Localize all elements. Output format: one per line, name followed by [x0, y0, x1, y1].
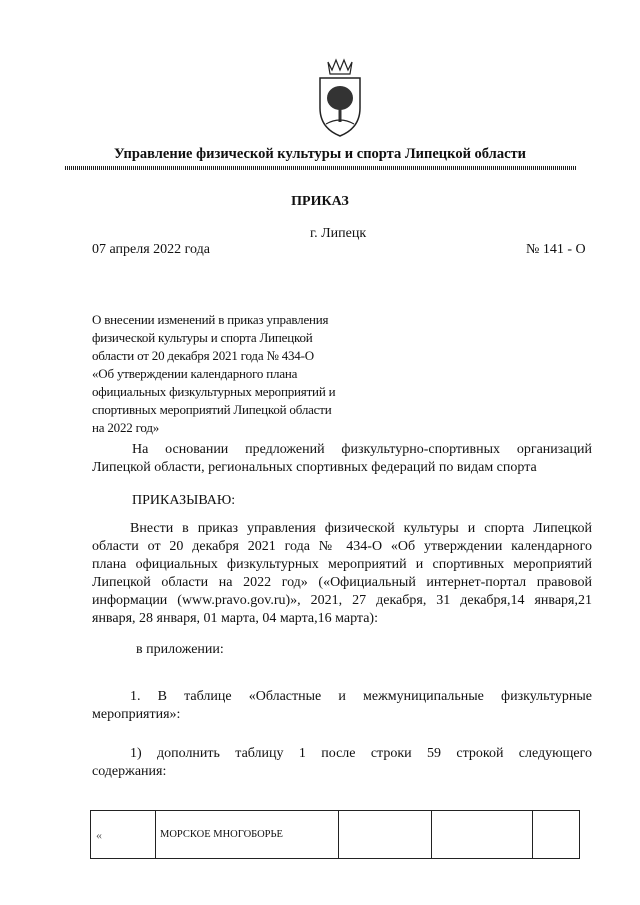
main-line: Внести в приказ управления физической культуры и спорта Липецкой: [130, 521, 592, 536]
appendix-note: в приложении:: [136, 642, 224, 657]
item-1-sub-1: [92, 745, 592, 781]
main-line: области от 20 декабря 2021 года № 434-О «Об утверждении календарного: [92, 539, 592, 554]
subject-line: области от 20 декабря 2021 года № 434-О: [92, 348, 314, 363]
table-cell: [432, 811, 533, 859]
subject-line: на 2022 год»: [92, 420, 160, 435]
item-1-line: 1. В таблице «Областные и межмуниципальные физкультурные: [130, 689, 592, 704]
document-number: № 141 - О: [526, 242, 586, 257]
organization-name: Управление физической культуры и спорта Липецкой области: [114, 146, 526, 162]
item-1-sub-1-line: содержания:: [92, 764, 167, 779]
table-cell: [533, 811, 580, 859]
subject-line: спортивных мероприятий Липецкой области: [92, 402, 332, 417]
document-date: 07 апреля 2022 года: [92, 242, 210, 257]
preamble-paragraph: [92, 441, 592, 477]
main-line: информации (www.pravo.gov.ru)», 2021, 27 декабря, 31 декабря,14 января,21: [92, 593, 592, 608]
main-paragraph: [92, 520, 592, 628]
order-word: ПРИКАЗЫВАЮ:: [132, 493, 236, 508]
subject-line: О внесении изменений в приказ управления: [92, 312, 329, 327]
main-line: плана официальных физкультурных мероприятий и спортивных мероприятий: [92, 557, 592, 572]
table-cell: МОРСКОЕ МНОГОБОРЬЕ: [156, 811, 339, 859]
main-line: января, 28 января, 01 марта, 04 марта,16 марта):: [92, 611, 378, 626]
item-1-line: мероприятия»:: [92, 707, 181, 722]
main-line: Липецкой области на 2022 год» («Официальный интернет-портал правовой: [92, 575, 592, 590]
document-subject: [92, 311, 392, 437]
table-open-quote: «: [96, 828, 102, 842]
table-cell: [339, 811, 432, 859]
coat-of-arms-icon: [312, 58, 368, 138]
preamble-line: Липецкой области, региональных спортивных федераций по видам спорта: [92, 460, 537, 475]
item-1-sub-1-line: 1) дополнить таблицу 1 после строки 59 строкой следующего: [130, 746, 592, 761]
subject-line: физической культуры и спорта Липецкой: [92, 330, 313, 345]
header-divider: [65, 166, 577, 170]
preamble-line: На основании предложений физкультурно-спортивных организаций: [132, 442, 592, 457]
subject-line: «Об утверждении календарного плана: [92, 366, 298, 381]
table-cell: [91, 811, 156, 859]
document-title: ПРИКАЗ: [291, 194, 349, 209]
item-1: [92, 688, 592, 724]
events-table: [90, 810, 580, 859]
subject-line: официальных физкультурных мероприятий и: [92, 384, 336, 399]
table-row: [91, 811, 580, 859]
document-city: г. Липецк: [310, 226, 367, 241]
